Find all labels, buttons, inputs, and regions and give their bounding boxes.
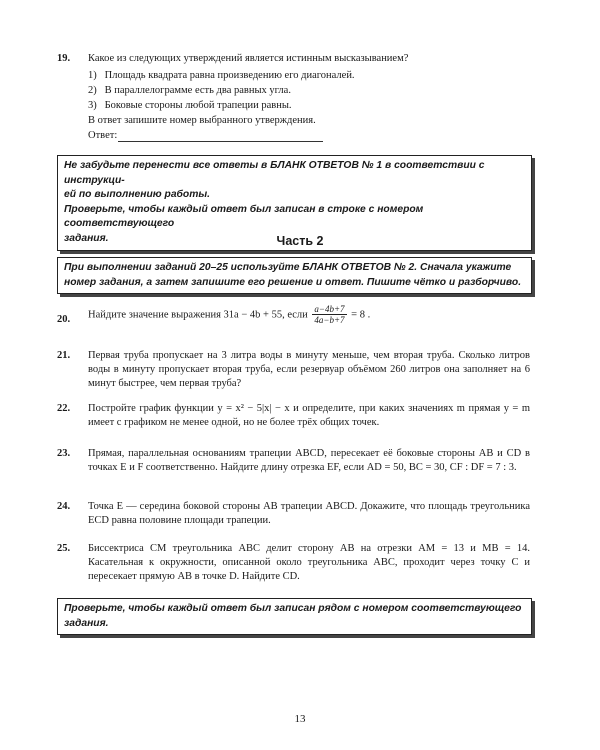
part-2-instruction-box [57,257,532,294]
question-25-number: 25. [57,543,71,554]
question-24-number: 24. [57,501,71,512]
question-19-text: Какое из следующих утверждений является истинным высказыванием? [88,53,409,64]
answer-label: Ответ: [88,130,118,141]
question-22-text: Постройте график функции y = x² − 5|x| − x и определите, при каких значениях m прямая y = m имеет с графиком не менее одной, но не более трёх общих точек. [88,403,530,429]
question-20-text-before: Найдите значение выражения 31a − 4b + 55, если [88,309,311,321]
reminder-2-line-2: задания. [64,617,109,629]
part-2-instruction-line-2: номер задания, а затем запишите его решение и ответ. Пишите чётко и разборчиво. [64,276,522,288]
question-20-text [88,304,370,326]
question-25-text: Биссектриса CM треугольника ABC делит сторону AB на отрезки AM = 13 и MB = 14. Касательная к окружности, описанной около треугольника ABC, проходит через точку C и пересекает прямую AB в точке D. Найдите CD. [88,543,530,583]
question-20-fraction [312,304,346,326]
question-20-text-after: = 8 . [348,309,371,321]
page-number: 13 [294,713,306,725]
question-21-text: Первая труба пропускает на 3 литра воды в минуту меньше, чем вторая труба. Сколько литров воды в минуту пропускает вторая труба, если резервуар объёмом 260 литров она заполняет на 6 минут быстрее, чем первая труба? [88,350,530,390]
reminder-1-line-1: Не забудьте перенести все ответы в БЛАНК ОТВЕТОВ № 1 в соответствии с инструкци- [64,160,485,186]
question-23-text: Прямая, параллельная основаниям трапеции ABCD, пересекает её боковые стороны AB и CD в точках E и F соответственно. Найдите длину отрезка EF, если AD = 50, BC = 30, CF : DF = 7 : 3. [88,448,530,474]
question-23-number: 23. [57,448,71,459]
question-19-number: 19. [57,53,71,64]
part-2-title: Часть 2 [276,234,324,248]
reminder-1-line-2: ей по выполнению работы. [64,189,211,201]
part-2-instruction-line-1: При выполнении заданий 20–25 используйте БЛАНК ОТВЕТОВ № 2. Сначала укажите [64,262,512,273]
question-19-instruction: В ответ запишите номер выбранного утверждения. [88,115,316,126]
question-19-option-2: 2) В параллелограмме есть два равных угла. [88,85,291,96]
reminder-2-line-1: Проверьте, чтобы каждый ответ был записан рядом с номером соответствующего [64,603,522,614]
fraction-denominator: 4a−b+7 [314,315,345,326]
question-22-number: 22. [57,403,71,414]
question-24-text: Точка E — середина боковой стороны AB трапеции ABCD. Докажите, что площадь треугольника ECD равна половине площади трапеции. [88,501,530,527]
answer-line[interactable] [118,141,323,142]
question-19-option-3: 3) Боковые стороны любой трапеции равны. [88,100,292,111]
fraction-numerator: a−4b+7 [314,304,345,314]
reminder-box-2 [57,598,532,635]
question-19-option-1: 1) Площадь квадрата равна произведению его диагоналей. [88,70,355,81]
question-20-number: 20. [57,314,71,325]
reminder-1-line-3: Проверьте, чтобы каждый ответ был записан в строке с номером соответствующего [64,203,424,230]
question-21-number: 21. [57,350,71,361]
reminder-1-line-4: задания. [64,233,109,245]
